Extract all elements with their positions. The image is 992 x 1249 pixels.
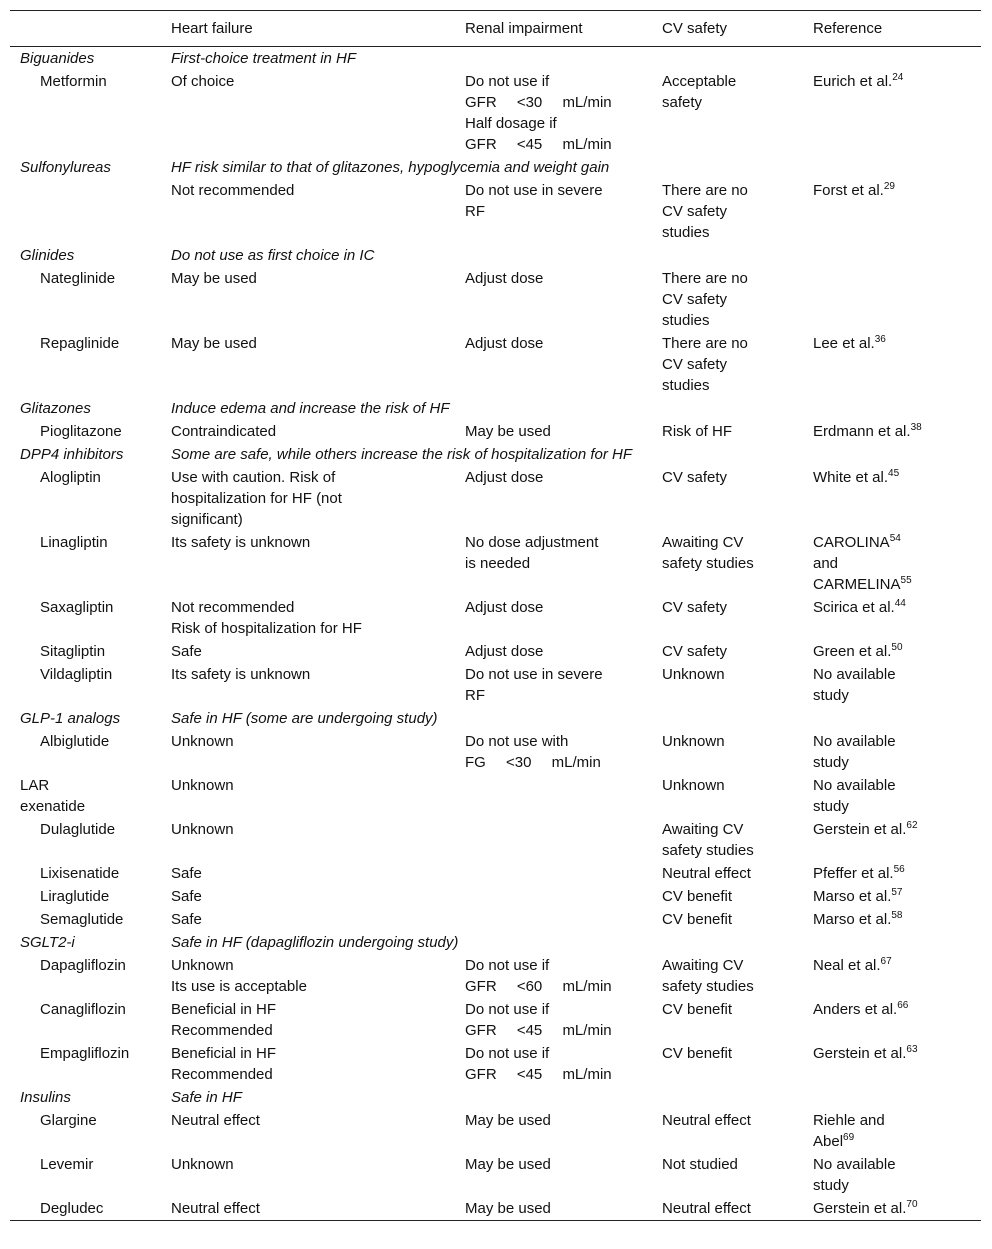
reference-cell: No available study — [813, 666, 896, 704]
heart-failure-cell: Of choice — [171, 73, 235, 90]
reference-cell: Lee et al.$^{36}$ — [813, 334, 886, 352]
reference-cell: CAROLINA$^{54}$ and CARMELINA$^{55}$ — [813, 533, 912, 593]
reference-cell: Neal et al.$^{67}$ — [813, 956, 892, 974]
cv-safety-cell: Neutral effect — [662, 1112, 751, 1129]
drug-row — [10, 531, 981, 596]
renal-impairment-cell: May be used — [465, 423, 551, 440]
reference-cell — [803, 267, 981, 332]
renal-impairment-cell: Adjust dose — [465, 599, 544, 616]
drug-class-name: DPP4 inhibitors — [20, 446, 124, 463]
reference-cell: White et al.$^{45}$ — [813, 468, 900, 486]
heart-failure-cell: Safe — [171, 643, 202, 660]
cv-safety-cell: Neutral effect — [662, 865, 751, 882]
header-reference: Reference — [803, 11, 981, 47]
reference-superscript: 62 — [906, 820, 918, 831]
reference-superscript: 70 — [906, 1199, 918, 1210]
cv-safety-cell: Awaiting CV safety studies — [662, 821, 754, 859]
drug-class-note: Safe in HF (dapagliflozin undergoing study) — [171, 934, 459, 951]
drug-name: Dulaglutide — [40, 821, 116, 838]
cv-safety-cell: CV safety — [662, 599, 728, 616]
drug-class-note: Some are safe, while others increase the risk of hospitalization for HF — [171, 446, 633, 463]
renal-impairment-cell: Do not use if GFR <45 mL/min — [465, 1001, 612, 1039]
reference-superscript: 56 — [893, 864, 905, 875]
header-drug — [10, 11, 161, 47]
cv-safety-cell: Neutral effect — [662, 1200, 751, 1217]
drug-row — [10, 885, 981, 908]
drug-class-note: HF risk similar to that of glitazones, hypoglycemia and weight gain — [171, 159, 610, 176]
reference-cell: Gerstein et al.$^{70}$ — [813, 1199, 918, 1217]
renal-impairment-cell: May be used — [465, 1200, 551, 1217]
reference-superscript: 54 — [889, 533, 901, 544]
cv-safety-cell: CV safety — [662, 469, 728, 486]
heart-failure-cell: Not recommended Risk of hospitalization for HF — [171, 599, 362, 637]
heart-failure-cell: Safe — [171, 888, 202, 905]
renal-impairment-cell: May be used — [465, 1156, 551, 1173]
renal-impairment-cell: Do not use if GFR <30 mL/min Half dosage if GFR <45 mL/min — [465, 73, 612, 153]
heart-failure-cell: Neutral effect — [171, 1200, 260, 1217]
reference-superscript: 38 — [910, 422, 922, 433]
drug-class-row — [10, 1086, 981, 1109]
heart-failure-cell: Safe — [171, 865, 202, 882]
cv-safety-cell: CV benefit — [662, 888, 733, 905]
reference-superscript: 55 — [900, 575, 912, 586]
drug-row — [10, 466, 981, 531]
heart-failure-cell: Not recommended — [171, 182, 295, 199]
reference-superscript: 45 — [888, 468, 900, 479]
drug-name: Dapagliflozin — [40, 957, 126, 974]
drug-class-name: Glitazones — [20, 400, 91, 417]
drug-class-name: Glinides — [20, 247, 75, 264]
reference-cell: Green et al.$^{50}$ — [813, 642, 903, 660]
heart-failure-cell: Beneficial in HF Recommended — [171, 1045, 277, 1083]
renal-impairment-cell — [455, 862, 652, 885]
drug-class-name: Biguanides — [20, 50, 95, 67]
drug-name: Metformin — [40, 73, 107, 90]
drug-row — [10, 998, 981, 1042]
heart-failure-cell: Beneficial in HF Recommended — [171, 1001, 277, 1039]
drug-row — [10, 640, 981, 663]
heart-failure-cell: Its safety is unknown — [171, 534, 311, 551]
renal-impairment-cell: Adjust dose — [465, 270, 544, 287]
reference-superscript: 44 — [894, 598, 906, 609]
drug-name: LAR exenatide — [20, 777, 86, 815]
drug-row — [10, 954, 981, 998]
renal-impairment-cell: Do not use if GFR <45 mL/min — [465, 1045, 612, 1083]
drug-class-note: Induce edema and increase the risk of HF — [171, 400, 450, 417]
drug-name: Sitagliptin — [40, 643, 106, 660]
reference-superscript: 36 — [874, 334, 886, 345]
drug-name: Liraglutide — [40, 888, 110, 905]
header-cv-safety: CV safety — [652, 11, 803, 47]
cv-safety-cell: Not studied — [662, 1156, 738, 1173]
drug-row — [10, 179, 981, 244]
drug-class-name: GLP-1 analogs — [20, 710, 121, 727]
heart-failure-cell: Unknown Its use is acceptable — [171, 957, 307, 995]
reference-cell: Gerstein et al.$^{62}$ — [813, 820, 918, 838]
drug-name: Alogliptin — [40, 469, 101, 486]
drug-class-row — [10, 244, 981, 267]
cv-safety-cell: Awaiting CV safety studies — [662, 534, 754, 572]
renal-impairment-cell — [455, 885, 652, 908]
renal-impairment-cell: May be used — [465, 1112, 551, 1129]
drug-class-note: Do not use as first choice in IC — [171, 247, 375, 264]
drug-row — [10, 596, 981, 640]
cv-safety-cell: Unknown — [662, 777, 725, 794]
renal-impairment-cell — [455, 908, 652, 931]
reference-cell: No available study — [813, 777, 896, 815]
renal-impairment-cell: Adjust dose — [465, 469, 544, 486]
drug-name: Nateglinide — [40, 270, 116, 287]
drug-class-row — [10, 931, 981, 954]
reference-superscript: 66 — [897, 1000, 909, 1011]
table-body — [10, 47, 981, 1221]
reference-superscript: 29 — [883, 181, 895, 192]
drug-name: Pioglitazone — [40, 423, 122, 440]
header-heart-failure: Heart failure — [161, 11, 455, 47]
drug-name: Saxagliptin — [40, 599, 114, 616]
renal-impairment-cell: Do not use in severe RF — [465, 666, 603, 704]
drug-class-row — [10, 156, 981, 179]
drug-safety-table — [10, 10, 981, 1221]
drug-row — [10, 1153, 981, 1197]
heart-failure-cell: Safe — [171, 911, 202, 928]
drug-name: Canagliflozin — [40, 1001, 126, 1018]
reference-superscript: 57 — [891, 887, 903, 898]
drug-row — [10, 1042, 981, 1086]
reference-superscript: 50 — [891, 642, 903, 653]
reference-cell: Scirica et al.$^{44}$ — [813, 598, 906, 616]
drug-name: Vildagliptin — [40, 666, 113, 683]
drug-row — [10, 663, 981, 707]
heart-failure-cell: Its safety is unknown — [171, 666, 311, 683]
cv-safety-cell: Acceptable safety — [662, 73, 737, 111]
cv-safety-cell: There are no CV safety studies — [662, 335, 748, 394]
drug-class-note: First-choice treatment in HF — [171, 50, 357, 67]
drug-row — [10, 1197, 981, 1221]
cv-safety-cell: CV safety — [662, 643, 728, 660]
drug-class-note: Safe in HF — [171, 1089, 242, 1106]
drug-name: Empagliflozin — [40, 1045, 130, 1062]
cv-safety-cell: CV benefit — [662, 1045, 733, 1062]
drug-class-row — [10, 707, 981, 730]
reference-cell: No available study — [813, 733, 896, 771]
drug-class-row — [10, 397, 981, 420]
drug-name: Repaglinide — [40, 335, 120, 352]
cv-safety-cell: Awaiting CV safety studies — [662, 957, 754, 995]
renal-impairment-cell — [455, 818, 652, 862]
reference-cell: Erdmann et al.$^{38}$ — [813, 422, 922, 440]
reference-cell: No available study — [813, 1156, 896, 1194]
drug-row — [10, 420, 981, 443]
drug-name — [10, 179, 161, 244]
reference-cell: Eurich et al.$^{24}$ — [813, 72, 904, 90]
reference-cell: Gerstein et al.$^{63}$ — [813, 1044, 918, 1062]
heart-failure-cell: Neutral effect — [171, 1112, 260, 1129]
reference-superscript: 24 — [892, 72, 904, 83]
renal-impairment-cell: Do not use if GFR <60 mL/min — [465, 957, 612, 995]
renal-impairment-cell: Do not use in severe RF — [465, 182, 603, 220]
cv-safety-cell: Unknown — [662, 666, 725, 683]
renal-impairment-cell — [455, 774, 652, 818]
drug-class-row — [10, 443, 981, 466]
reference-cell: Marso et al.$^{58}$ — [813, 910, 903, 928]
heart-failure-cell: May be used — [171, 270, 257, 287]
cv-safety-cell: Unknown — [662, 733, 725, 750]
reference-superscript: 58 — [891, 910, 903, 921]
drug-class-row — [10, 47, 981, 71]
reference-cell: Anders et al.$^{66}$ — [813, 1000, 909, 1018]
drug-row — [10, 332, 981, 397]
drug-name: Linagliptin — [40, 534, 108, 551]
drug-row — [10, 908, 981, 931]
drug-class-name: Sulfonylureas — [20, 159, 111, 176]
drug-name: Degludec — [40, 1200, 104, 1217]
drug-row — [10, 862, 981, 885]
drug-row — [10, 70, 981, 156]
drug-class-name: SGLT2-i — [20, 934, 75, 951]
cv-safety-cell: There are no CV safety studies — [662, 182, 748, 241]
renal-impairment-cell: No dose adjustment is needed — [465, 534, 599, 572]
reference-cell: Forst et al.$^{29}$ — [813, 181, 895, 199]
header-row — [10, 11, 981, 47]
heart-failure-cell: Unknown — [171, 1156, 234, 1173]
heart-failure-cell: Contraindicated — [171, 423, 277, 440]
drug-name: Semaglutide — [40, 911, 124, 928]
heart-failure-cell: Unknown — [171, 733, 234, 750]
drug-class-name: Insulins — [20, 1089, 71, 1106]
drug-row — [10, 267, 981, 332]
cv-safety-cell: Risk of HF — [662, 423, 733, 440]
heart-failure-cell: May be used — [171, 335, 257, 352]
drug-row — [10, 730, 981, 774]
renal-impairment-cell: Adjust dose — [465, 643, 544, 660]
renal-impairment-cell: Do not use with FG <30 mL/min — [465, 733, 601, 771]
drug-class-note: Safe in HF (some are undergoing study) — [171, 710, 438, 727]
reference-superscript: 69 — [843, 1132, 855, 1143]
drug-name: Glargine — [40, 1112, 97, 1129]
drug-name: Albiglutide — [40, 733, 110, 750]
heart-failure-cell: Use with caution. Risk of hospitalization for HF (not significant) — [171, 469, 342, 528]
drug-row — [10, 774, 981, 818]
drug-name: Levemir — [40, 1156, 94, 1173]
cv-safety-cell: CV benefit — [662, 1001, 733, 1018]
reference-cell: Pfeffer et al.$^{56}$ — [813, 864, 905, 882]
renal-impairment-cell: Adjust dose — [465, 335, 544, 352]
drug-name: Lixisenatide — [40, 865, 120, 882]
heart-failure-cell: Unknown — [171, 777, 234, 794]
reference-cell: Marso et al.$^{57}$ — [813, 887, 903, 905]
drug-row — [10, 818, 981, 862]
reference-cell: Riehle and Abel$^{69}$ — [813, 1112, 885, 1150]
cv-safety-cell: CV benefit — [662, 911, 733, 928]
header-renal-impairment: Renal impairment — [455, 11, 652, 47]
heart-failure-cell: Unknown — [171, 821, 234, 838]
reference-superscript: 67 — [880, 956, 892, 967]
reference-superscript: 63 — [906, 1044, 918, 1055]
cv-safety-cell: There are no CV safety studies — [662, 270, 748, 329]
drug-row — [10, 1109, 981, 1153]
